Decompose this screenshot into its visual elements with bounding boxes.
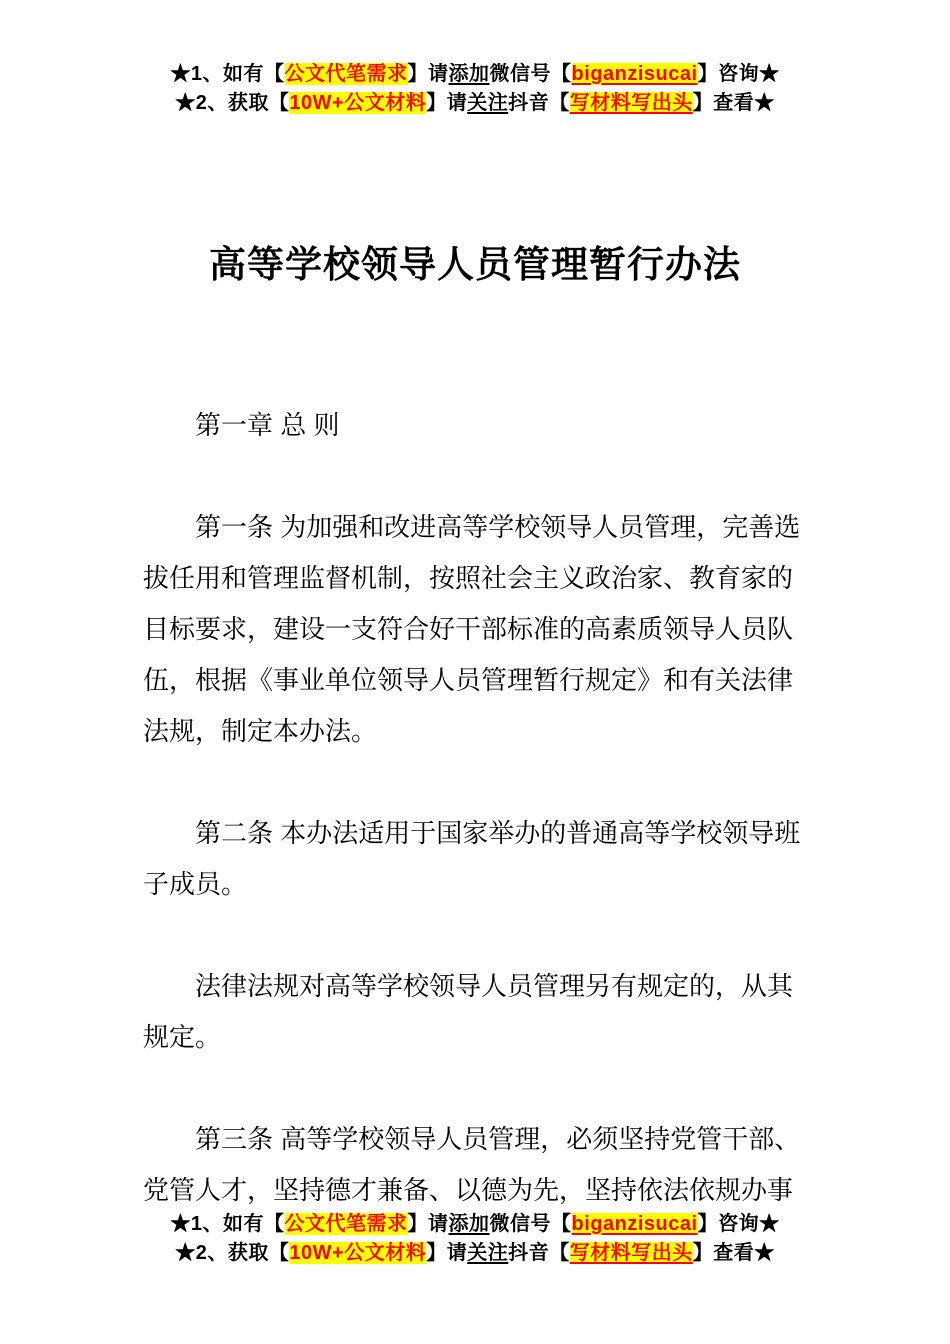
highlighted-underlined-promo-text: 写材料写出头: [569, 1242, 693, 1264]
footer-promo-banner: [0, 1210, 950, 1268]
underlined-promo-text: 添加: [448, 1213, 490, 1235]
promo-text: ★1、如有【: [170, 1213, 285, 1235]
promo-text: 】查看★: [692, 92, 775, 114]
highlighted-underlined-promo-text: biganzisucai: [571, 63, 698, 85]
promo-text: 】请: [407, 1213, 449, 1235]
highlighted-underlined-promo-text: 写材料写出头: [569, 92, 693, 114]
highlighted-promo-text: 公文代笔需求: [284, 63, 408, 85]
promo-text: 抖音【: [508, 1242, 570, 1264]
promo-text: 微信号【: [489, 1213, 572, 1235]
text-line: 党管人才，坚持德才兼备、以德为先，坚持依法依规办事: [143, 1175, 794, 1205]
text-line: 第一章 总 则: [195, 410, 340, 440]
underlined-promo-text: 关注: [467, 1242, 509, 1264]
document-body: [143, 400, 807, 1216]
paragraph: [143, 502, 807, 757]
promo-line: [0, 1239, 950, 1268]
highlighted-promo-text: 公文代笔需求: [284, 1213, 408, 1235]
promo-text: 抖音【: [508, 92, 570, 114]
text-line: 子成员。: [143, 869, 248, 899]
promo-text: 】请: [426, 1242, 468, 1264]
paragraph: [143, 961, 807, 1063]
promo-text: 微信号【: [489, 63, 572, 85]
promo-line: [0, 89, 950, 118]
text-line: 拔任用和管理监督机制，按照社会主义政治家、教育家的: [143, 563, 794, 593]
highlighted-underlined-promo-text: biganzisucai: [571, 1213, 698, 1235]
paragraph: [143, 808, 807, 910]
promo-line: [0, 60, 950, 89]
promo-text: 】请: [407, 63, 449, 85]
promo-text: 】查看★: [692, 1242, 775, 1264]
promo-line: [0, 1210, 950, 1239]
promo-text: ★2、获取【: [175, 92, 290, 114]
document-title: 高等学校领导人员管理暂行办法: [209, 244, 741, 285]
header-promo-banner: [0, 60, 950, 118]
highlighted-promo-text: 10W+公文材料: [289, 1242, 427, 1264]
promo-text: ★2、获取【: [175, 1242, 290, 1264]
promo-text: 】咨询★: [697, 1213, 780, 1235]
text-line: 法律法规对高等学校领导人员管理另有规定的，从其: [195, 971, 794, 1001]
promo-text: ★1、如有【: [170, 63, 285, 85]
text-line: 规定。: [143, 1022, 222, 1052]
highlighted-promo-text: 10W+公文材料: [289, 92, 427, 114]
text-line: 第三条 高等学校领导人员管理，必须坚持党管干部、: [195, 1124, 801, 1154]
text-line: 第一条 为加强和改进高等学校领导人员管理，完善选: [195, 512, 801, 542]
text-line: 伍，根据《事业单位领导人员管理暂行规定》和有关法律: [143, 665, 794, 695]
text-line: 目标要求，建设一支符合好干部标准的高素质领导人员队: [143, 614, 794, 644]
promo-text: 】咨询★: [697, 63, 780, 85]
paragraph: [143, 1114, 807, 1216]
underlined-promo-text: 添加: [448, 63, 490, 85]
text-line: 法规，制定本办法。: [143, 716, 378, 746]
text-line: 第二条 本办法适用于国家举办的普通高等学校领导班: [195, 818, 801, 848]
underlined-promo-text: 关注: [467, 92, 509, 114]
chapter-heading: [143, 400, 807, 451]
promo-text: 】请: [426, 92, 468, 114]
